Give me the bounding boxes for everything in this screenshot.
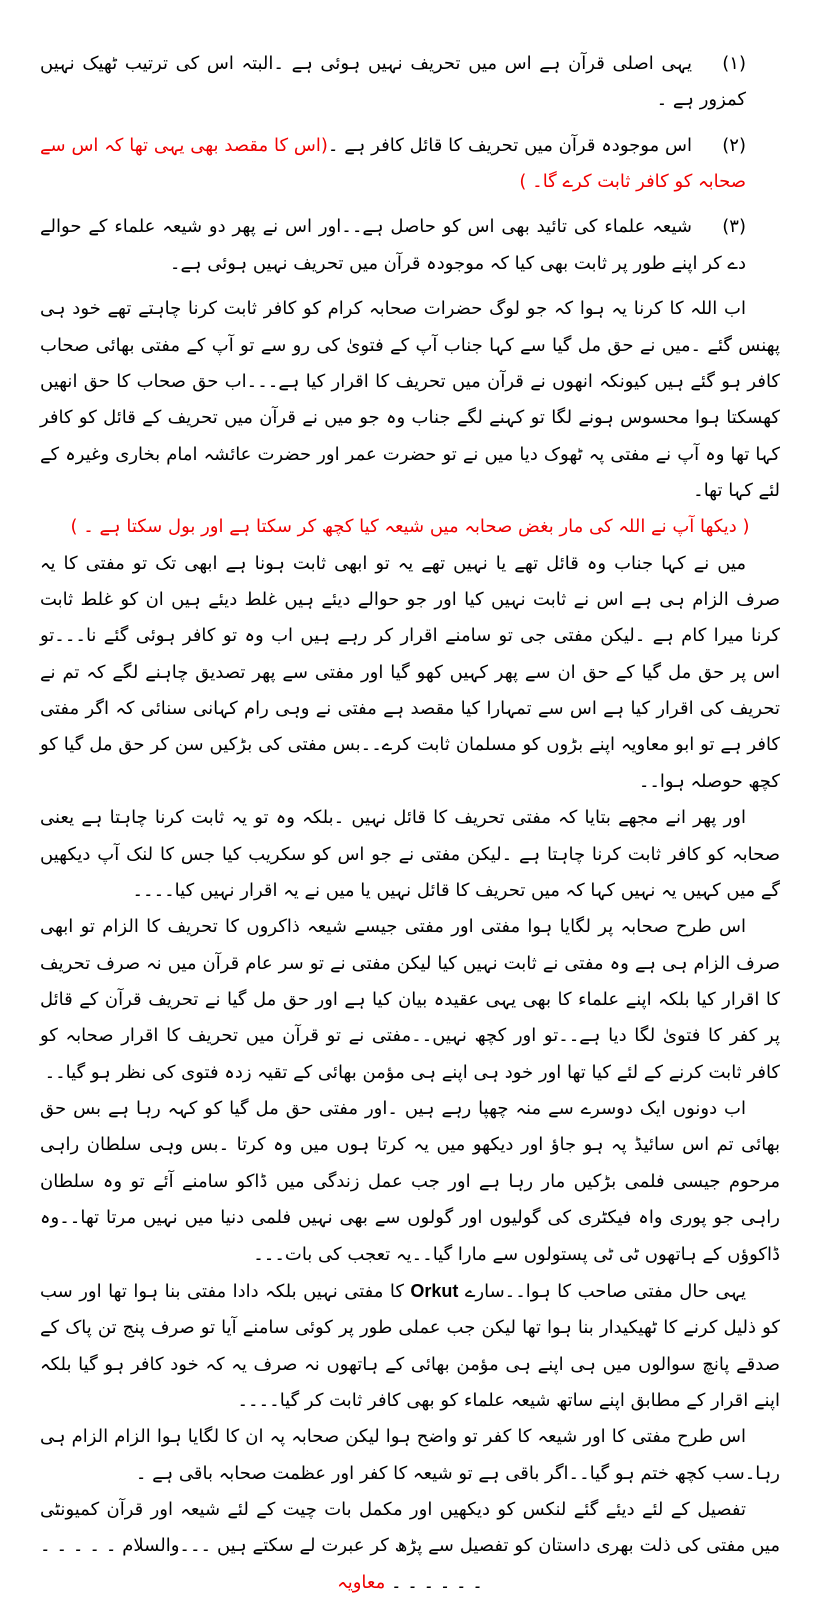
paragraph-6 (40, 1273, 780, 1419)
red-highlight-line: ( دیکھا آپ نے اللہ کی مار بغض صحابہ میں شیعہ کیا کچھ کر سکتا ہے اور بول سکتا ہے ۔ ) (70, 516, 750, 538)
point-1-text: یہی اصلی قرآن ہے اس میں تحریف نہیں ہوئی ہے ۔البتہ اس کی ترتیب ٹھیک نہیں کمزور ہے ۔ (40, 53, 746, 111)
numbered-point-1 (40, 46, 780, 119)
paragraph-6-end: کا مفتی نہیں بلکہ دادا مفتی بنا ہوا تھا اور سب کو ذلیل کرنے کا ٹھیکیدار بنا ہوا تھا لیکن جب عملی طور پر کوئی سامنے آیا تو صرف پنج تن پاک کے صدقے پانچ سوالوں میں ہی اپنے ہی مؤمن بھائی کے ہاتھوں نہ صرف یہ کہ خود کافر ہو گیا بلکہ اپنے اقرار کے مطابق اپنے ساتھ شیعہ علماء کو بھی کافر ثابت کر گیا۔۔۔۔ (40, 1280, 780, 1411)
numbered-point-3 (40, 209, 780, 282)
point-1-number: (۱) (722, 53, 746, 74)
closing-text: تفصیل کے لئے دیئے گئے لنکس کو دیکھیں اور مکمل بات چیت کے لئے شیعہ اور قرآن کمیونٹی میں مفتی کی ذلت بھری داستان کو تفصیل سے پڑھ کر عبرت لے سکتے ہیں ۔۔ (40, 1499, 780, 1557)
closing-salam: ۔والسلام ۔ ۔ ۔ ۔ ۔ ۔ ۔ ۔ ۔ ۔ ۔ (40, 1535, 483, 1593)
orkut-word: Orkut (410, 1280, 459, 1301)
paragraph-1: اب اللہ کا کرنا یہ ہوا کہ جو لوگ حضرات صحابہ کرام کو کافر ثابت کرنا چاہتے تھے خود ہی پھنس گئے ۔میں نے حق مل گیا سے کہا جناب آپ کے فتویٰ کی رو سے تو آپ کے مفتی بھائی صحاب کافر ہو گئے ہیں کیونکہ انھوں نے قرآن میں تحریف کا اقرار کیا ہے۔۔۔اب حق صحاب کا حق انھیں کھسکتا ہوا محسوس ہونے لگا تو کہنے لگے جناب وہ جو میں نے قرآن میں تحریف کے قائل کو کافر کہا تھا وہ آپ نے مفتی پہ ٹھوک دیا میں نے تو حضرت عمر اور حضرت عائشہ امام بخاری وغیرہ کے لئے کہا تھا۔ (40, 298, 780, 501)
paragraph-7: اس طرح مفتی کا اور شیعہ کا کفر تو واضح ہوا لیکن صحابہ پہ ان کا لگایا ہوا الزام الزام ہی رہا۔سب کچھ ختم ہو گیا۔۔اگر باقی ہے تو شیعہ کا کفر اور عظمت صحابہ باقی ہے ۔ (40, 1426, 780, 1484)
paragraph-2: میں نے کہا جناب وہ قائل تھے یا نہیں تھے یہ تو ابھی ثابت ہونا ہے ابھی تک تو مفتی کا یہ صرف الزام ہی ہے اس نے ثابت نہیں کیا اور جو حوالے دیئے ہیں غلط دیئے ہیں ان کو غلط ثابت کرنا میرا کام ہے ۔لیکن مفتی جی تو سامنے اقرار کر رہے ہیں اب وہ تو کافر ہوئی گئے نا۔۔۔تو اس پر حق مل گیا کے حق ان سے پھر کہیں کھو گیا اور مفتی سے پھر تصدیق چاہنے لگے کہ تم نے تحریف کی اقرار کیا ہے اس سے تمہارا کیا مقصد ہے مفتی نے وہی رام کہانی سنائی کہ اگر مفتی کافر ہے تو ابو معاویہ اپنے بڑوں کو مسلمان ثابت کرے۔۔بس مفتی کی بڑکیں سن کر حق مل گیا کو کچھ حوصلہ ہوا۔۔ (40, 552, 780, 792)
paragraph-5: اب دونوں ایک دوسرے سے منہ چھپا رہے ہیں ۔اور مفتی حق مل گیا کو کہہ رہا ہے بس حق بھائی تم اس سائیڈ پہ ہو جاؤ اور دیکھو میں یہ کرتا ہوں میں وہ کرتا ۔بس وہی سلطان راہی مرحوم جیسی فلمی بڑکیں مار رہا ہے اور جب عمل زندگی میں ڈاکو سامنے آئے تو وہ سلطان راہی جو پوری واہ فیکٹری کی گولیوں اور گولوں سے بھی نہیں فلمی دنیا میں نہیں مرتا تھا۔۔وہ ڈاکوؤں کے ہاتھوں ٹی ٹی پستولوں سے مارا گیا۔۔یہ تعجب کی بات۔۔۔ (40, 1098, 780, 1265)
paragraph-3: اور پھر انے مجھے بتایا کہ مفتی تحریف کا قائل نہیں ۔بلکہ وہ تو یہ ثابت کرنا چاہتا ہے یعنی صحابہ کو کافر ثابت کرنا چاہتا ہے ۔لیکن مفتی نے جو اس کو سکریب کیا جس کا لنک آپ دیکھیں گے میں کہیں یہ نہیں کہا کہ میں تحریف کا قائل نہیں یا میں نے یہ اقرار نہیں کیا۔۔۔۔ (40, 807, 780, 901)
numbered-point-2 (40, 128, 780, 201)
signature: معاویہ (337, 1571, 386, 1593)
point-2-text: اس موجودہ قرآن میں تحریف کا قائل کافر ہے ۔ (327, 134, 692, 156)
paragraph-4: اس طرح صحابہ پر لگایا ہوا مفتی اور مفتی جیسے شیعہ ذاکروں کا تحریف کا الزام تو ابھی صرف الزام ہی ہے وہ مفتی نے ثابت نہیں کیا لیکن مفتی نے تو سر عام قرآن میں نہ صرف تحریف کا اقرار کیا بلکہ اپنے علماء کا بھی یہی عقیدہ بیان کیا ہے اور حق مل گیا نے تحریف قرآن کے قائل پر کفر کا فتویٰ لگا دیا ہے۔۔تو اور کچھ نہیں۔۔مفتی نے تو قرآن میں تحریف کا اقرار صحابہ کو کافر ثابت کرنے کے لئے کیا تھا اور خود ہی اپنے ہی مؤمن بھائی کے تقیہ زدہ فتوی کی نظر ہو گیا۔۔ (40, 916, 780, 1083)
point-2-number: (۲) (722, 134, 746, 156)
closing-paragraph (40, 1492, 780, 1601)
point-3-number: (۳) (722, 216, 746, 238)
paragraph-6-start: یہی حال مفتی صاحب کا ہوا۔۔سارے (458, 1280, 746, 1302)
point-2-red-note: (اس کا مقصد بھی یہی تھا کہ اس سے صحابہ کو کافر ثابت کرے گا۔ ) (40, 134, 746, 193)
point-3-text: شیعہ علماء کی تائید بھی اس کو حاصل ہے۔۔اور اس نے پھر دو شیعہ علماء کے حوالے دے کر اپنے طور پر ثابت بھی کیا کہ موجودہ قرآن میں تحریف نہیں ہوئی ہے۔ (40, 216, 746, 274)
